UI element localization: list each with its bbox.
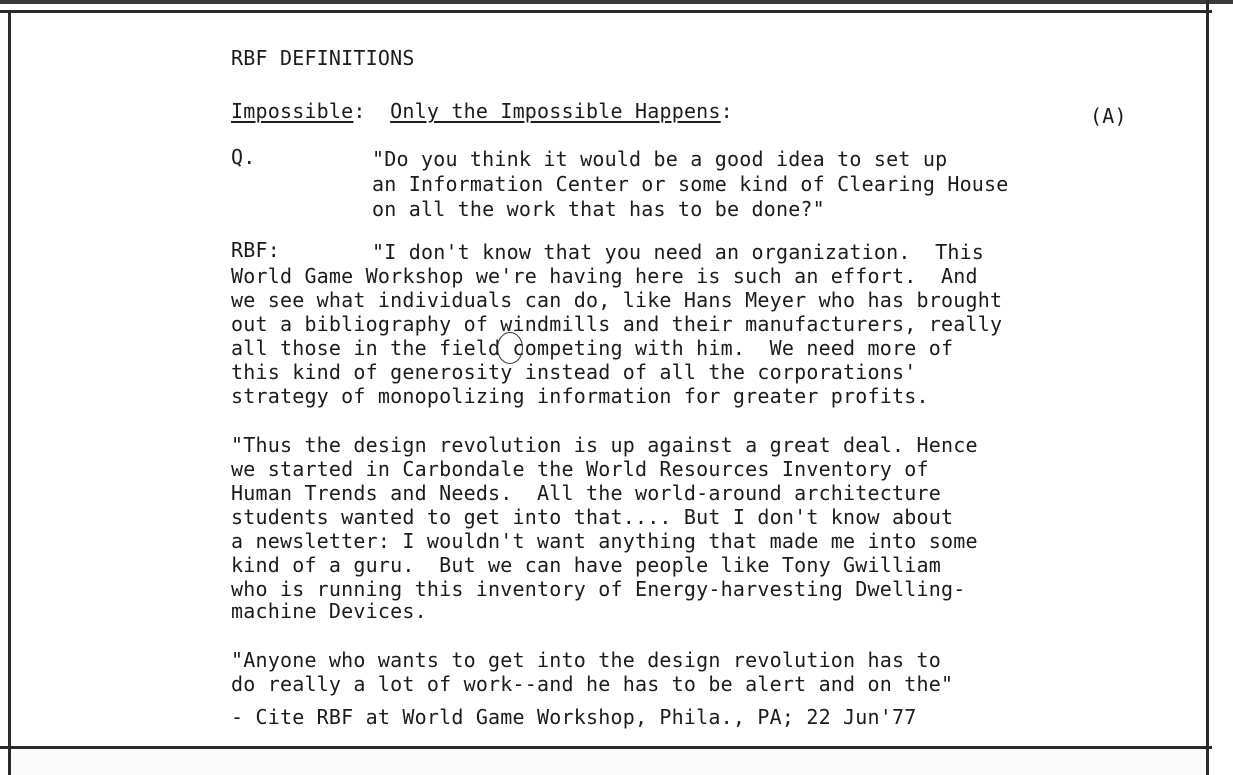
paragraph-line: who is running this inventory of Energy-harvesting Dwelling- — [231, 577, 966, 601]
answer-label: RBF: — [231, 238, 280, 262]
paragraph-line: students wanted to get into that.... But I don't know about — [231, 505, 954, 529]
definition-heading — [231, 99, 733, 123]
section-marker: (A) — [1090, 104, 1127, 128]
question-label: Q. — [231, 145, 256, 169]
card-left-border — [8, 10, 11, 775]
card-right-border — [1206, 0, 1209, 775]
hand-circle-mark — [497, 332, 523, 364]
answer-line: World Game Workshop we're having here is such an effort. And — [231, 264, 978, 288]
paragraph-line: a newsletter: I wouldn't want anything that made me into some — [231, 529, 978, 553]
answer-line: all those in the field competing with him. We need more of — [231, 336, 954, 360]
answer-line: "I don't know that you need an organization. This — [372, 240, 985, 264]
question-line: an Information Center or some kind of Clearing House — [372, 172, 1009, 196]
answer-line: strategy of monopolizing information for greater profits. — [231, 384, 929, 408]
question-line: "Do you think it would be a good idea to set up — [372, 147, 948, 171]
question-line: on all the work that has to be done?" — [372, 197, 825, 221]
paragraph-line: machine Devices. — [231, 599, 427, 623]
answer-line: out a bibliography of windmills and their manufacturers, really — [231, 312, 1003, 336]
card-top-border — [0, 10, 1212, 13]
definition-term: Impossible — [231, 99, 354, 123]
definition-subtitle: Only the Impossible Happens — [390, 99, 721, 123]
next-card-strip — [11, 749, 1206, 775]
paragraph-line: "Anyone who wants to get into the design revolution has to — [231, 648, 941, 672]
heading-colon: : — [353, 99, 366, 123]
subtitle-colon: : — [720, 99, 733, 123]
card-top-edge — [0, 0, 1233, 4]
paragraph-line: "Thus the design revolution is up against a great deal. Hence — [231, 433, 978, 457]
paragraph-line: Human Trends and Needs. All the world-around architecture — [231, 481, 941, 505]
paragraph-line: we started in Carbondale the World Resources Inventory of — [231, 457, 929, 481]
card-title: RBF DEFINITIONS — [231, 46, 415, 70]
paragraph-line: kind of a guru. But we can have people like Tony Gwilliam — [231, 553, 941, 577]
answer-line: this kind of generosity instead of all the corporations' — [231, 360, 917, 384]
answer-line: we see what individuals can do, like Hans Meyer who has brought — [231, 288, 1003, 312]
citation-line: - Cite RBF at World Game Workshop, Phila., PA; 22 Jun'77 — [231, 705, 917, 729]
paragraph-line: do really a lot of work--and he has to be alert and on the" — [231, 672, 954, 696]
